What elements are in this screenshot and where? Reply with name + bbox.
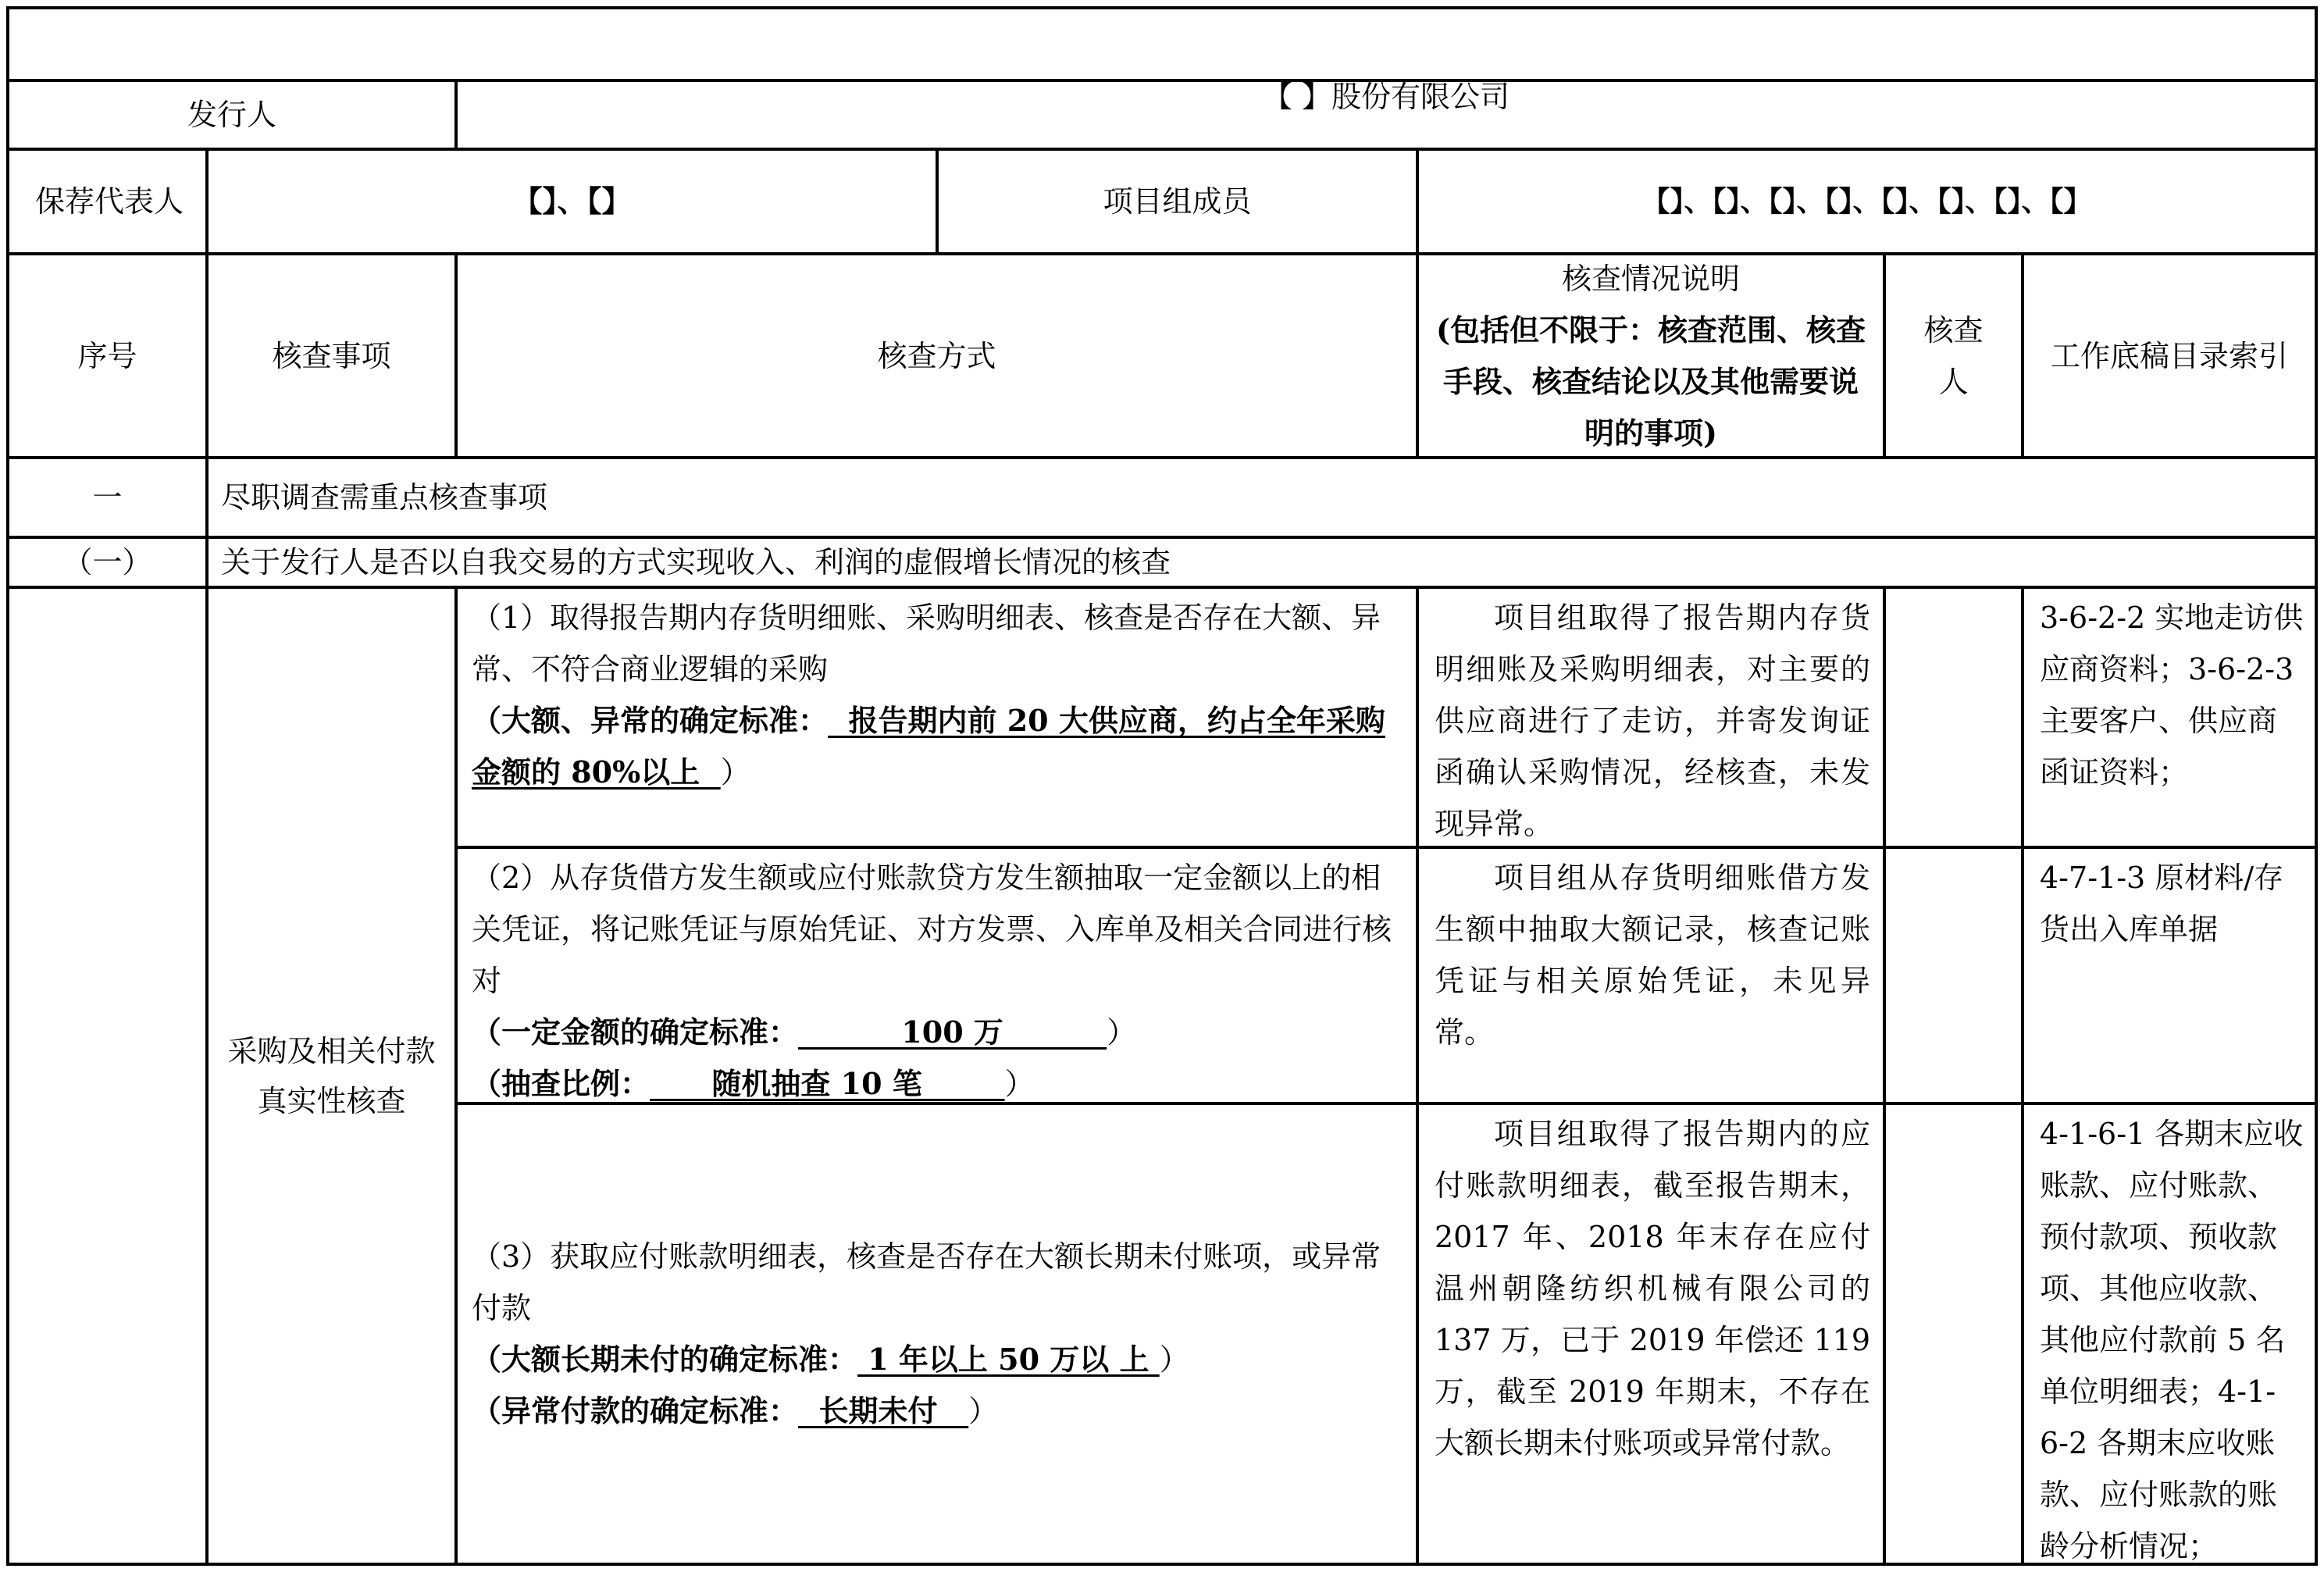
row-3-criteria-b-close: ） bbox=[968, 1394, 999, 1428]
table-row-1-checker bbox=[1884, 587, 2023, 848]
row-2-criteria-b-close: ） bbox=[1004, 1067, 1035, 1101]
row-2-criteria-b-label: （抽查比例： bbox=[472, 1066, 651, 1101]
section-1-title: 尽职调查需重点核查事项 bbox=[221, 480, 548, 515]
row-1-criteria-close: ） bbox=[720, 755, 750, 790]
row-2-method-text: （2）从存货借方发生额或应付账款贷方发生额抽取一定金额以上的相关凭证，将记账凭证与原始凭证、对方发票、入库单及相关合同进行核对 bbox=[472, 861, 1392, 998]
row-3-criteria-b-value: 长期未付 bbox=[798, 1393, 969, 1428]
row-1-criteria-label: （大额、异常的确定标准： bbox=[472, 703, 829, 738]
row-3-criteria-a bbox=[472, 1334, 1402, 1385]
col-header-checker: 核查人 bbox=[1923, 312, 1984, 399]
table-row-3-method bbox=[456, 1103, 1417, 1564]
table-row-1-index: 3-6-2-2 实地走访供应商资料；3-6-2-3 主要客户、供应商函证资料； bbox=[2040, 601, 2304, 790]
table-row-3-index: 4-1-6-1 各期末应收账款、应付账款、预付款项、预收款项、其他应收款、其他应付款前 5 名单位明细表；4-1-6-2 各期末应收账款、应付账款的账龄分析情况； bbox=[2040, 1117, 2304, 1563]
table-row-3-description: 项目组取得了报告期内的应付账款明细表，截至报告期末，2017 年、2018 年末存在应付温州朝隆纺织机械有限公司的 137 万，已于 2019 年偿还 119 万，截至 2019 年期末，不存在大额长期未付账项或异常付款。 bbox=[1435, 1117, 1870, 1460]
row-1-criteria-value: 报告期内前 20 大供应商，约占全年采购金额的 80%以上 bbox=[472, 703, 1385, 790]
sponsor-rep-value: 【】、【】 bbox=[512, 184, 632, 219]
row-1-method-text: （1）取得报告期内存货明细账、采购明细表、核查是否存在大额、异常、不符合商业逻辑的采购 bbox=[472, 601, 1381, 686]
col-header-description-note: (包括但不限于：核查范围、核查手段、核查结论以及其他需要说明的事项) bbox=[1436, 312, 1866, 451]
section-2-no: （一） bbox=[62, 545, 152, 579]
row-3-criteria-b-label: （异常付款的确定标准： bbox=[472, 1393, 799, 1428]
team-members-label: 项目组成员 bbox=[1103, 184, 1252, 219]
row-3-method-text: （3）获取应付账款明细表，核查是否存在大额长期未付账项，或异常付款 bbox=[472, 1239, 1381, 1325]
row-3-criteria-b bbox=[472, 1385, 1402, 1437]
col-header-index: 工作底稿目录索引 bbox=[2050, 338, 2288, 373]
section-2-title: 关于发行人是否以自我交易的方式实现收入、利润的虚假增长情况的核查 bbox=[221, 545, 1171, 579]
col-header-item: 核查事项 bbox=[272, 338, 391, 373]
row-2-criteria-b bbox=[472, 1058, 1402, 1110]
section-1-no: 一 bbox=[92, 480, 123, 515]
table-row-1-method bbox=[456, 587, 1417, 848]
table-row-2-index: 4-7-1-3 原材料/存货出入库单据 bbox=[2040, 861, 2284, 946]
row-3-criteria-a-value: 1 年以上 50 万以 上 bbox=[857, 1342, 1160, 1377]
col-header-no: 序号 bbox=[77, 338, 137, 373]
col-header-description bbox=[1417, 254, 1884, 458]
sponsor-rep-label: 保荐代表人 bbox=[34, 184, 184, 219]
col-header-method: 核查方式 bbox=[877, 338, 996, 373]
row-2-criteria-a-label: （一定金额的确定标准： bbox=[472, 1014, 799, 1050]
table-row-2-description: 项目组从存货明细账借方发生额中抽取大额记录，核查记账凭证与相关原始凭证，未见异常。 bbox=[1435, 861, 1870, 1050]
row-1-criteria bbox=[472, 695, 1402, 798]
issuer-label: 发行人 bbox=[187, 98, 276, 132]
row-2-criteria-a bbox=[472, 1007, 1402, 1058]
check-item: 采购及相关付款真实性核查 bbox=[227, 1033, 436, 1118]
row-2-criteria-a-close: ） bbox=[1107, 1015, 1137, 1050]
row-3-criteria-a-close: ） bbox=[1159, 1342, 1189, 1377]
team-members-value: 【】、【】、【】、【】、【】、【】、【】、【】 bbox=[1641, 185, 2092, 218]
col-header-description-title: 核查情况说明 bbox=[1561, 261, 1740, 296]
table-row-2-method bbox=[456, 847, 1417, 1103]
row-2-criteria-b-value: 随机抽查 10 笔 bbox=[650, 1066, 1005, 1101]
issuer-value: 【 】股份有限公司 bbox=[1262, 80, 1510, 114]
table-row-3-checker bbox=[1884, 1103, 2023, 1564]
row-2-criteria-a-value: 100 万 bbox=[798, 1014, 1107, 1050]
table-row-1-description: 项目组取得了报告期内存货明细账及采购明细表，对主要的供应商进行了走访，并寄发询证函确认采购情况，经核查，未发现异常。 bbox=[1435, 601, 1870, 841]
row-3-criteria-a-label: （大额长期未付的确定标准： bbox=[472, 1342, 858, 1377]
table-row-2-checker bbox=[1884, 847, 2023, 1103]
